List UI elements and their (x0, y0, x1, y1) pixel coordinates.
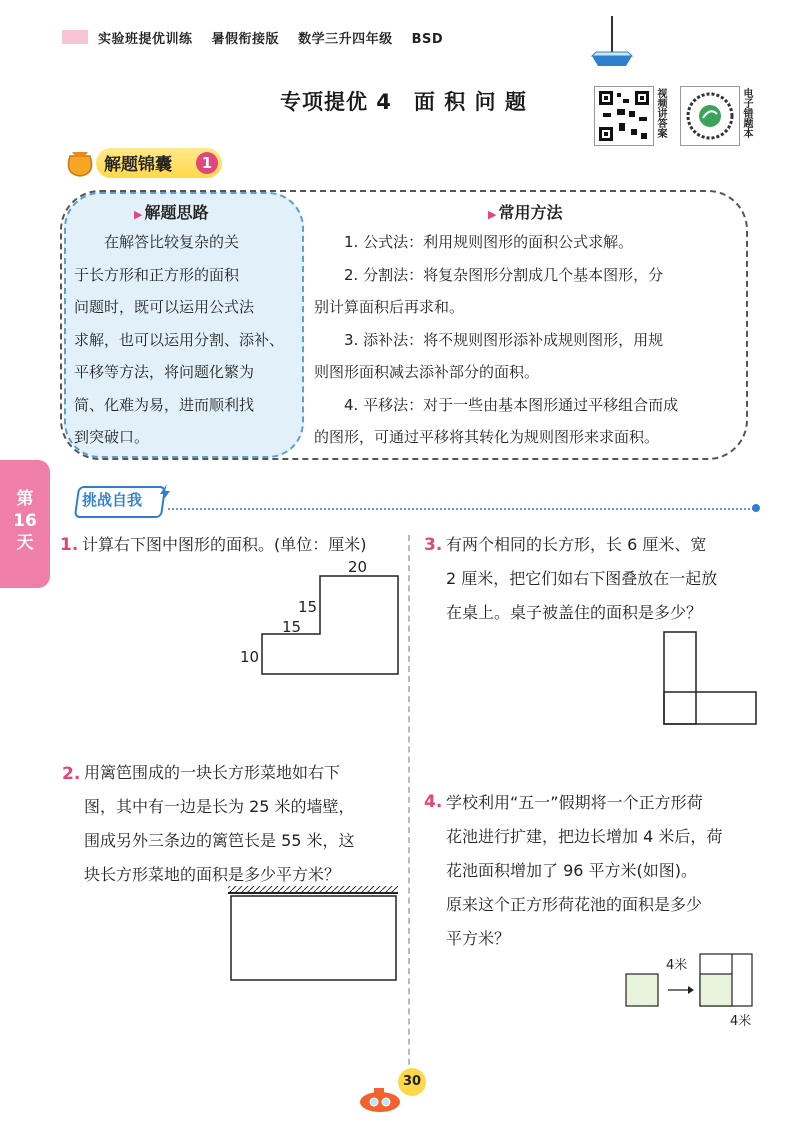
q2-number: 2. (62, 764, 81, 784)
q4-line: 原来这个正方形荷花池的面积是多少 (446, 895, 703, 914)
qr-label-video: 视频讲答案 (655, 88, 666, 138)
edition-name: 暑假衔接版 (211, 32, 280, 47)
q2-line: 图，其中有一边是长为 25 米的墙壁， (84, 797, 355, 816)
q2-figure (226, 884, 402, 984)
q1-figure (236, 560, 406, 680)
page-title: 专项提优 4 面 积 问 题 (280, 90, 527, 114)
idea-heading: ▶ 解题思路 (134, 200, 208, 223)
day-side-tab (0, 460, 50, 588)
idea-line: 求解，也可以运用分割、添补、 (74, 330, 285, 349)
lightning-icon (158, 484, 172, 502)
q4-line: 花池面积增加了 96 平方米(如图)。 (446, 861, 698, 880)
q1-number: 1. (60, 535, 79, 555)
q3-figure (660, 628, 760, 728)
method-line: 2. 分割法：将复杂图形分割成几个基本图形，分 (314, 265, 664, 284)
inner-original-square (700, 974, 732, 1006)
qr-code-video[interactable] (594, 86, 654, 146)
q4-text (446, 786, 776, 956)
q3-line: 在桌上。桌子被盖住的面积是多少？ (446, 603, 703, 622)
q1-label-step-top: 15 (282, 618, 302, 636)
method-line: 则图形面积减去添补部分的面积。 (314, 363, 540, 381)
column-divider (408, 535, 410, 1095)
q4-figure (624, 950, 764, 1010)
wall-hatch (228, 886, 398, 893)
q2-line: 块长方形菜地的面积是多少平方米？ (84, 865, 341, 884)
methods-text (314, 226, 744, 454)
qr-code-mistakes[interactable] (680, 86, 740, 146)
q4-line: 花池进行扩建，把边长增加 4 米后，荷 (446, 827, 723, 846)
challenge-dotted-line (168, 508, 754, 510)
money-bag-icon (60, 140, 100, 180)
q1-text: 计算右下图中图形的面积。(单位：厘米) (82, 535, 367, 554)
idea-line: 到突破口。 (74, 428, 150, 446)
sailboat-icon (588, 12, 636, 70)
q2-text (84, 756, 404, 892)
q1-label-top: 20 (348, 558, 368, 576)
edition-code: BSD (411, 32, 444, 47)
q2-line: 围成另外三条边的篱笆长是 55 米，这 (84, 831, 355, 850)
q1-label-left: 10 (240, 648, 260, 666)
method-line: 3. 添补法：将不规则图形添补成规则图形，用规 (314, 330, 664, 349)
q1-label-step-side: 15 (298, 598, 318, 616)
challenge-title: 挑战自我 (82, 491, 143, 509)
q3-line: 2 厘米，把它们如右下图叠放在一起放 (446, 569, 718, 588)
q2-line: 用篱笆围成的一块长方形菜地如右下 (84, 763, 341, 782)
idea-line: 在解答比较复杂的关 (74, 233, 240, 251)
series-name: 实验班提优训练 (98, 32, 193, 47)
qr-label-mistakes: 电子错题本 (741, 88, 752, 138)
methods-heading: ▶ 常用方法 (488, 200, 562, 223)
vegetable-plot-rect (231, 896, 396, 980)
idea-line: 简、化难为易，进而顺利找 (74, 395, 255, 414)
dotted-line-end-dot (752, 504, 760, 512)
idea-line: 平移等方法，将问题化繁为 (74, 363, 255, 381)
original-pond-square (626, 974, 658, 1006)
day-tab-line: 第 (16, 489, 34, 509)
arrow-right-icon (688, 986, 694, 994)
q4-line: 平方米？ (446, 929, 511, 948)
q4-label-right: 4米 (730, 1014, 752, 1029)
q4-label-top: 4米 (666, 958, 688, 973)
q3-text (446, 528, 766, 630)
horizontal-rectangle (664, 692, 756, 724)
grade-name: 数学三升四年级 (298, 32, 393, 47)
day-tab-line: 天 (16, 533, 34, 553)
method-line: 别计算面积后再求和。 (314, 298, 465, 316)
q3-number: 3. (424, 535, 443, 555)
q3-line: 有两个相同的长方形，长 6 厘米、宽 (446, 535, 707, 554)
header-accent-bar (62, 30, 88, 44)
day-tab-number: 16 (13, 511, 37, 531)
qr-pattern-icon (595, 87, 653, 145)
idea-text (74, 226, 300, 454)
q4-line: 学校利用“五一”假期将一个正方形荷 (446, 793, 703, 812)
page-number: 30 (398, 1068, 426, 1096)
qr-pattern-icon (681, 87, 739, 145)
section-title: 解题锦囊 (104, 155, 172, 175)
idea-line: 于长方形和正方形的面积 (74, 265, 240, 284)
method-line: 4. 平移法：对于一些由基本图形通过平移组合而成 (314, 395, 679, 414)
method-line: 的图形，可通过平移将其转化为规则图形来求面积。 (314, 428, 660, 446)
q4-number: 4. (424, 792, 443, 812)
idea-line: 问题时，既可以运用公式法 (74, 298, 255, 316)
section-number: 1 (196, 152, 218, 174)
vertical-rectangle (664, 632, 696, 724)
method-line: 1. 公式法：利用规则图形的面积公式求解。 (314, 233, 634, 251)
header-series-line (98, 28, 457, 47)
